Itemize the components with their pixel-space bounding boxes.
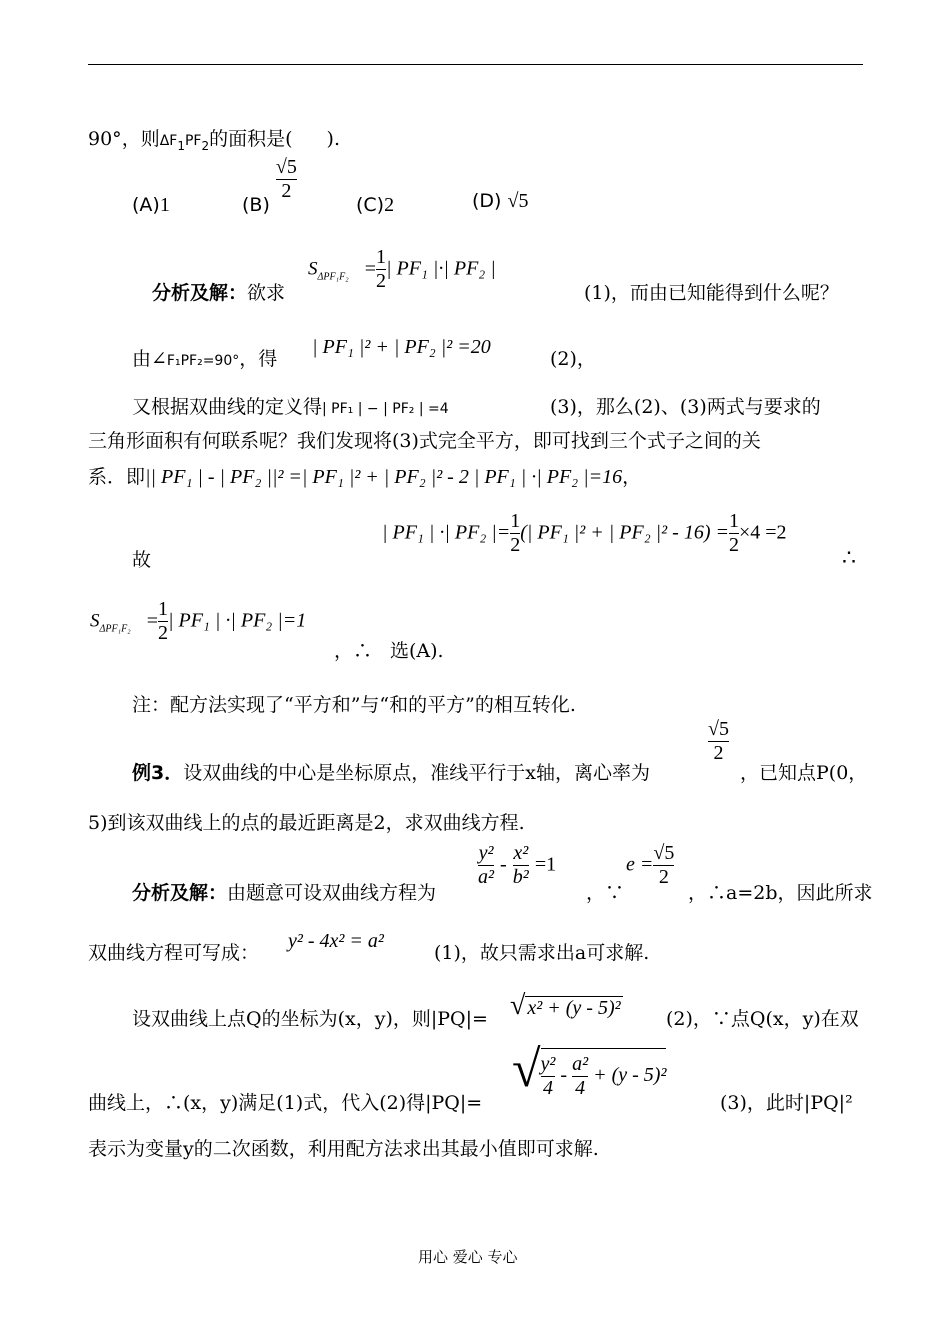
option-b [242, 156, 297, 216]
note: 注：配方法实现了“平方和”与“和的平方”的相互转化. [132, 694, 576, 716]
text: 双曲线方程可写成： [88, 942, 260, 964]
analysis-3 [132, 878, 436, 905]
numerator: √5 [275, 156, 297, 178]
numerator: a² [572, 1053, 589, 1075]
option-label: (B) [242, 194, 270, 216]
subscript: 2 [201, 138, 210, 153]
numerator: 1 [157, 598, 168, 620]
therefore-symbol: ∴ [842, 545, 856, 570]
text: 由题意可设双曲线方程为 [227, 882, 437, 904]
text [584, 278, 839, 305]
option-value: 1 [159, 194, 170, 216]
option-a [132, 194, 170, 217]
numerator: y² [478, 842, 494, 864]
angle-value: 90° [88, 128, 122, 150]
text: 系．即 [88, 466, 146, 488]
text: ，得 [239, 348, 278, 370]
option-label: (C) [356, 194, 385, 216]
text: (1)，而由已知能得到什么呢？ [584, 282, 839, 304]
text: ， [622, 466, 642, 488]
numerator: 1 [375, 246, 386, 268]
denominator: 2 [653, 865, 674, 889]
text: ，∵ [586, 882, 625, 904]
formula: | PF₁ | − | PF₂ | =4 [322, 401, 449, 417]
subscript: 1 [177, 138, 185, 153]
line-5 [88, 462, 641, 489]
area-formula: $S_{\Delta PF_1F_2}$ = $\frac{1}{2}$ | PF₁ |·| PF₂ | [308, 246, 496, 292]
distance-radical-2: √ $\frac{\text{y²}}{4}$ - $\frac{\text{a²}}{4}$ + (y - 5)² [512, 1041, 667, 1099]
text: ，已知点P(0， [740, 762, 868, 784]
formula: ×4 =2 [739, 521, 787, 544]
heading: 分析及解： [132, 882, 228, 904]
numerator: y² [540, 1053, 556, 1075]
denominator: b² [512, 866, 529, 888]
text: ，则 [121, 128, 160, 150]
formula: =1 [534, 853, 557, 876]
formula: | PF₁ |² + | PF₂ |² =20 [312, 336, 491, 358]
numerator: x² [513, 842, 529, 864]
text: 选(A). [390, 640, 444, 662]
denominator: 2 [729, 534, 739, 556]
text: 曲线上，∴(x，y)满足(1)式，代入(2)得|PQ|= [88, 1092, 483, 1114]
angle-expr: F₁PF₂=90° [166, 353, 240, 369]
heading: 例3． [132, 762, 184, 784]
numerator: √5 [653, 842, 675, 864]
option-value: √5 [507, 190, 529, 212]
text: (3)，此时|PQ|² [720, 1092, 853, 1114]
area-result: $S_{\Delta PF_1F_2}$ = $\frac{1}{2}$ | PF₁ | ·| PF₂ |=1 [90, 598, 307, 644]
denominator: 2 [157, 622, 168, 644]
radicand: x² + (y - 5)² [527, 997, 621, 1019]
product-formula [382, 510, 787, 557]
denominator: 2 [510, 534, 521, 556]
denominator: 4 [541, 1076, 556, 1100]
text: 三角形面积有何联系呢？我们发现将(3)式完全平方，即可找到三个式子之间的关 [88, 430, 761, 452]
distance-radical: √ x² + (y - 5)² [510, 990, 621, 1021]
text: ). [326, 128, 340, 150]
eccentricity-fraction [708, 718, 729, 765]
text: 由∠ [132, 348, 167, 370]
problem-line-1 [88, 124, 340, 153]
heading: 分析及解： [152, 282, 248, 304]
formula: y² - 4x² = a² [288, 930, 384, 952]
denominator: 2 [375, 270, 386, 292]
text: 设双曲线上点Q的坐标为(x，y)，则|PQ|= [132, 1008, 488, 1030]
text: 又根据双曲线的定义得 [132, 396, 323, 418]
line-2 [132, 344, 277, 371]
text: (1)，故只需求出a可求解. [434, 942, 650, 964]
hyperbola-equation: $\frac{\text{y²}}{\text{a²}}$ - $\frac{\text{x²}}{\text{b²}}$ =1 [478, 842, 557, 888]
text: 5)到该双曲线上的点的最近距离是2，求双曲线方程. [88, 812, 525, 834]
numerator: 1 [510, 510, 521, 532]
option-label: (A) [132, 194, 160, 216]
header-rule [88, 64, 863, 65]
option-value: 2 [384, 194, 395, 216]
text: (3)，那么(2)、(3)两式与要求的 [550, 396, 821, 418]
formula: (| PF₁ |² + | PF₂ |² - 16) = [520, 521, 729, 544]
denominator: 2 [708, 741, 729, 765]
numerator: √5 [708, 718, 729, 740]
formula: | PF₁ |·| PF₂ | [385, 257, 496, 280]
line-3 [132, 392, 449, 419]
eccentricity-equation [626, 842, 674, 889]
pf-label: PF [184, 133, 202, 149]
formula: || PF₁ | - | PF₂ ||² =| PF₁ |² + | PF₂ |² - 2 | PF₁ | ·| PF₂ |=16 [145, 466, 623, 488]
text: 设双曲线的中心是坐标原点，准线平行于x轴，离心率为 [183, 762, 650, 784]
formula: | PF₁ | ·| PF₂ |=1 [167, 609, 307, 632]
option-c [356, 194, 394, 217]
option-d [472, 190, 529, 213]
text: (2)， [550, 348, 596, 370]
text: 故 [132, 549, 152, 571]
text: 的面积是( [209, 128, 293, 150]
option-label: (D) [472, 190, 502, 212]
denominator: 2 [276, 179, 297, 203]
text: 欲求 [247, 282, 286, 304]
text: 表示为变量y的二次函数，利用配方法求出其最小值即可求解. [88, 1138, 599, 1160]
denominator: a² [478, 866, 494, 888]
denominator: 4 [572, 1076, 588, 1100]
triangle-symbol: ΔF [159, 133, 178, 149]
example-3 [132, 758, 650, 785]
formula: | PF₁ | ·| PF₂ |= [382, 521, 511, 544]
formula: + (y - 5)² [593, 1064, 667, 1087]
analysis-heading [152, 278, 285, 305]
numerator: 1 [729, 510, 739, 532]
text: (2)，∵点Q(x，y)在双 [666, 1008, 859, 1030]
text: ，∴a=2b，因此所求 [688, 882, 873, 904]
line-7-tail [334, 636, 444, 663]
text: ，∴ [334, 640, 373, 662]
formula: e = [626, 853, 654, 876]
page-footer: 用心 爱心 专心 [418, 1248, 518, 1266]
subscript: ΔPF₁F₂ [317, 271, 349, 283]
subscript: ΔPF₁F₂ [99, 623, 131, 635]
